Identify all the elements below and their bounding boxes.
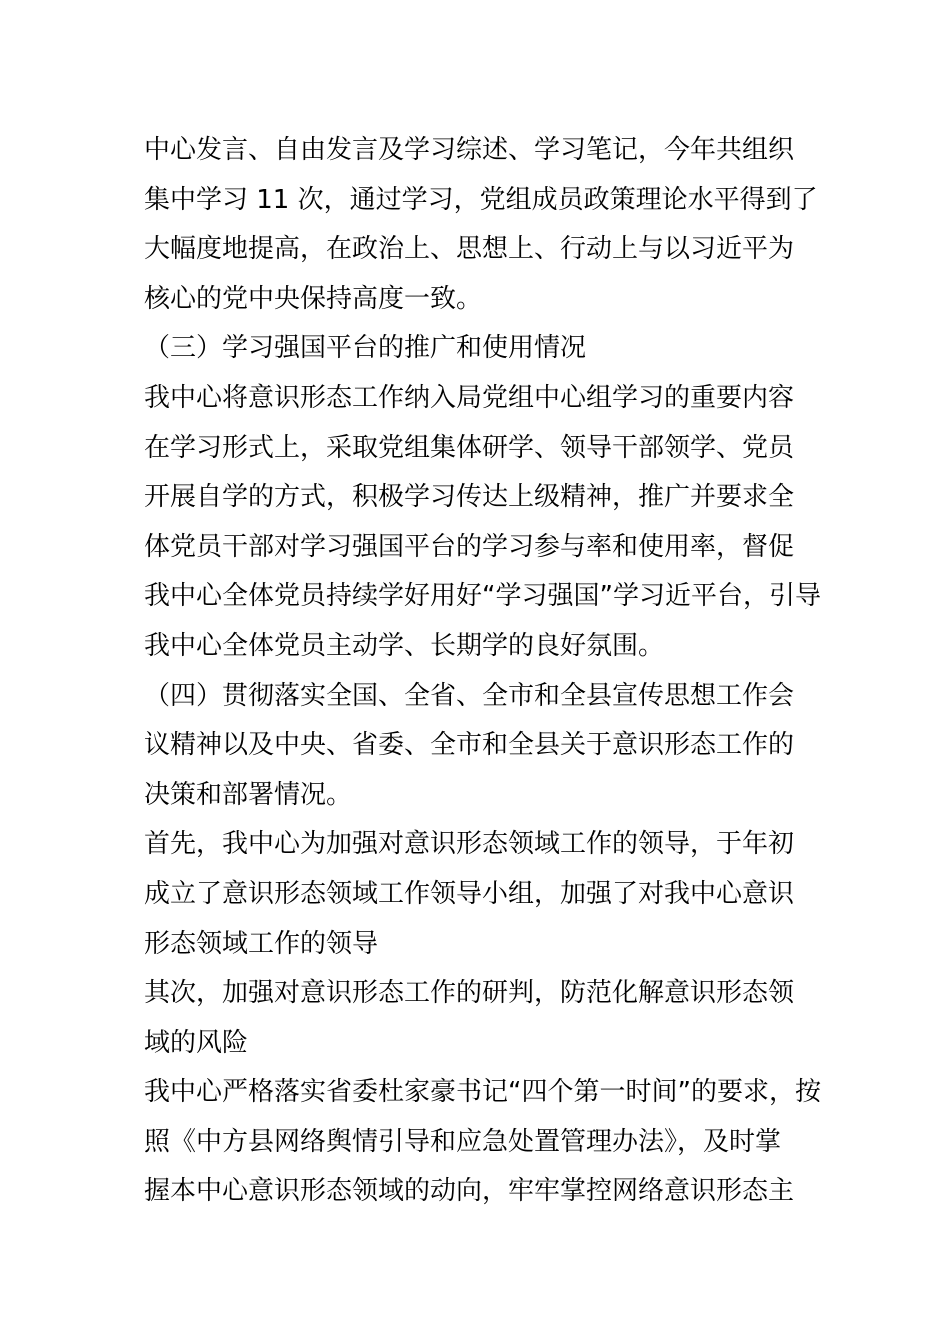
text-line: 大幅度地提高，在政治上、思想上、行动上与以习近平为 [144,234,795,265]
document-body [144,126,821,1217]
text-line: 中心发言、自由发言及学习综述、学习笔记，今年共组织 [144,135,795,165]
text-line: 照《中方县网络舆情引导和应急处置管理办法》，及时掌 [144,1126,782,1157]
section-heading: 决策和部署情况。 [144,779,353,810]
text-line: 形态领域工作的领导 [144,928,379,959]
text-line: 开展自学的方式，积极学习传达上级精神，推广并要求全 [144,482,795,513]
text-line: 我中心将意识形态工作纳入局党组中心组学习的重要内容 [144,382,795,413]
section-heading: 议精神以及中央、省委、全市和全县关于意识形态工作的 [144,730,795,761]
section-heading: （三）学习强国平台的推广和使用情况 [144,333,587,364]
text-line: 我中心全体党员持续学好用好“学习强国”学习近平台，引导 [144,581,821,612]
text-line: 我中心全体党员主动学、长期学的良好氛围。 [144,630,665,661]
text-line: 体党员干部对学习强国平台的学习参与率和使用率，督促 [144,531,795,562]
text-line: 首先，我中心为加强对意识形态领域工作的领导，于年初 [144,829,795,860]
text-line: 核心的党中央保持高度一致。 [144,283,483,314]
text-line: 握本中心意识形态领域的动向，牢牢掌控网络意识形态主 [144,1176,795,1207]
text-line: 集中学习 11 次，通过学习，党组成员政策理论水平得到了 [144,184,818,215]
section-heading: （四）贯彻落实全国、全省、全市和全县宣传思想工作会 [144,680,795,711]
text-line: 成立了意识形态领域工作领导小组，加强了对我中心意识 [144,878,795,909]
text-line: 在学习形式上，采取党组集体研学、领导干部领学、党员 [144,432,795,463]
text-line: 域的风险 [144,1027,249,1058]
text-line: 我中心严格落实省委杜家豪书记“四个第一时间”的要求，按 [144,1077,821,1108]
text-line: 其次，加强对意识形态工作的研判，防范化解意识形态领 [144,978,795,1009]
